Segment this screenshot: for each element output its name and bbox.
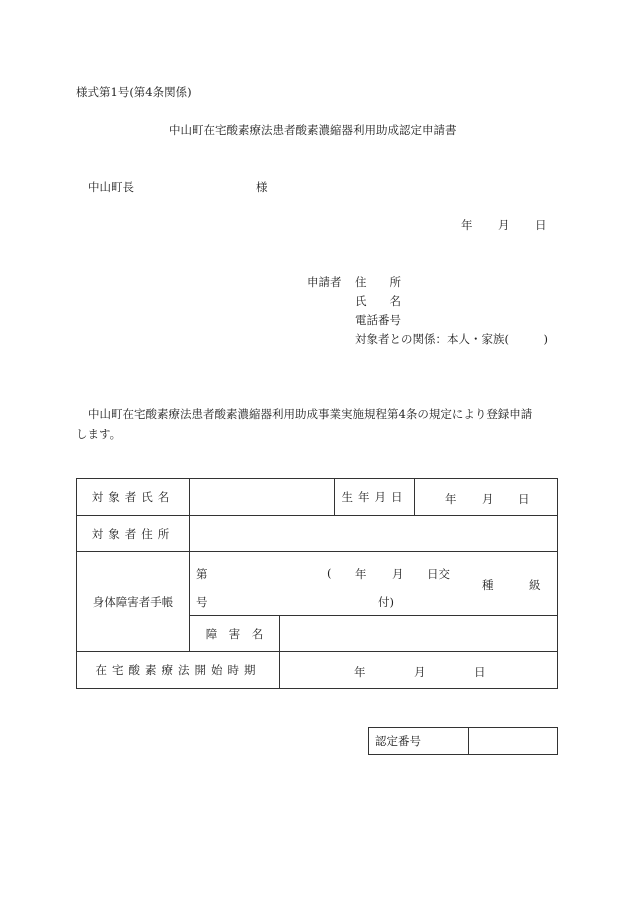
birth-year-label: 年	[445, 492, 457, 506]
therapy-start-label: 在宅酸素療法開始時期	[77, 652, 280, 689]
grade-type-label: 種	[482, 578, 494, 592]
application-table	[76, 478, 558, 689]
handbook-no-prefix: 第	[196, 567, 208, 581]
start-day-label: 日	[474, 665, 486, 679]
handbook-no-suffix: 号	[196, 595, 208, 609]
certification-label: 認定番号	[369, 728, 469, 755]
issue-month-label: 月	[392, 567, 404, 581]
disability-name-field[interactable]	[280, 616, 558, 652]
handbook-details-field[interactable]	[190, 552, 558, 616]
handbook-label: 身体障害者手帳	[77, 552, 190, 652]
certification-box	[368, 727, 558, 755]
subject-name-field[interactable]	[190, 479, 335, 516]
start-year-label: 年	[354, 665, 366, 679]
subject-address-field[interactable]	[190, 516, 558, 552]
body-text-line1: 中山町在宅酸素療法患者酸素濃縮器利用助成事業実施規程第4条の規定により登録申請	[88, 407, 533, 421]
applicant-label: 申請者	[307, 275, 342, 289]
birth-day-label: 日	[518, 492, 530, 506]
date-day-label: 日	[535, 218, 547, 232]
therapy-start-field[interactable]	[280, 652, 558, 689]
applicant-phone-label: 電話番号	[355, 313, 401, 327]
form-number: 様式第1号(第4条関係)	[76, 85, 192, 99]
body-text-line2: します。	[76, 427, 122, 441]
applicant-relation-label: 対象者との関係：本人・家族( )	[355, 332, 548, 346]
grade-level-label: 級	[529, 578, 541, 592]
start-month-label: 月	[414, 665, 426, 679]
certification-number-field[interactable]	[469, 728, 558, 755]
birth-month-label: 月	[482, 492, 494, 506]
issue-year-label: 年	[355, 567, 367, 581]
applicant-address-label: 住 所	[355, 275, 401, 289]
date-year-label: 年	[461, 218, 473, 232]
date-month-label: 月	[498, 218, 510, 232]
addressee-name: 中山町長	[88, 180, 134, 194]
form-title: 中山町在宅酸素療法患者酸素濃縮器利用助成認定申請書	[169, 123, 457, 137]
disability-name-label: 障 害 名	[190, 616, 280, 652]
issue-open-paren: (	[327, 566, 332, 580]
applicant-name-label: 氏 名	[355, 294, 401, 308]
birth-date-label: 生年月日	[335, 479, 415, 516]
birth-date-field[interactable]	[415, 479, 558, 516]
subject-address-label: 対象者住所	[77, 516, 190, 552]
subject-name-label: 対象者氏名	[77, 479, 190, 516]
issue-day-label: 日交	[427, 567, 450, 581]
issue-close-label: 付)	[378, 595, 394, 609]
addressee-honorific: 様	[256, 180, 268, 194]
